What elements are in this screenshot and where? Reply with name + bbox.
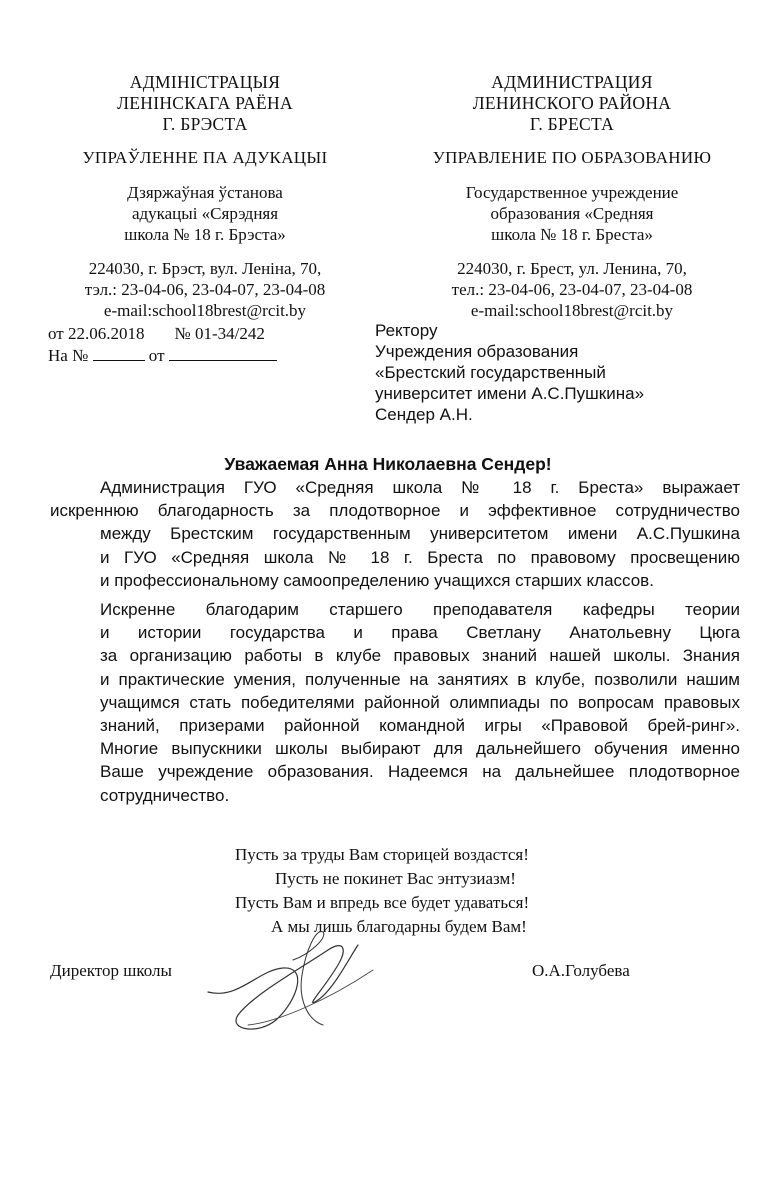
letterhead-dept: УПРАВЛЕНИЕ ПО ОБРАЗОВАНИЮ xyxy=(432,148,712,167)
body-line: Многие выпускники школы выбирают для дальнейшего обучения именно xyxy=(100,739,740,759)
letterhead-dept: УПРАЎЛЕННЕ ПА АДУКАЦЫІ xyxy=(82,148,328,167)
signer-name: О.А.Голубева xyxy=(532,961,630,980)
reference-number-blank xyxy=(93,345,145,361)
addressee-line: «Брестский государственный xyxy=(375,363,606,382)
outgoing-number: № 01-34/242 xyxy=(174,324,265,343)
letterhead-org-line: ЛЕНИНСКОГО РАЙОНА xyxy=(472,93,672,113)
body-line: знаний, призерами районной командной игры «Правовой брей-ринг». xyxy=(100,716,740,736)
letterhead-institution-line: школа № 18 г. Бреста» xyxy=(491,225,653,244)
reference-date-label: от xyxy=(148,346,165,365)
body-line: учащимся стать победителями районной олимпиады по вопросам правовых xyxy=(100,692,740,712)
body-paragraph xyxy=(50,476,740,592)
poem-line: Пусть не покинет Вас энтузиазм! xyxy=(275,869,516,888)
poem-line: Пусть Вам и впредь все будет удаваться! xyxy=(235,893,530,912)
reference-date-blank xyxy=(169,345,277,361)
handwritten-signature xyxy=(198,930,398,1040)
letterhead-org-line: Г. БРЕСТА xyxy=(529,114,615,134)
letterhead-institution-line: Дзяржаўная ўстанова xyxy=(127,183,283,202)
letterhead-russian xyxy=(402,72,742,321)
body-line: и ГУО «Средняя школа № 18 г. Бреста по правовому просвещению xyxy=(100,547,740,567)
body-line: и практические умения, полученные на занятиях в клубе, позволили нашим xyxy=(100,669,740,689)
letterhead-institution-line: адукацыі «Сярэдняя xyxy=(131,204,279,223)
poem-block xyxy=(235,843,529,939)
body-line: и профессиональному самоопределению учащихся старших классов. xyxy=(100,570,654,590)
poem-line: А мы лишь благодарны будем Вам! xyxy=(271,917,527,936)
addressee-line: Сендер А.Н. xyxy=(375,405,473,424)
letterhead-institution-line: Государственное учреждение xyxy=(465,183,679,202)
body-line: Ваше учреждение образования. Надеемся на дальнейшее плодотворное xyxy=(100,762,740,782)
addressee-line: университет имени А.С.Пушкина» xyxy=(375,384,645,403)
body-line: между Брестским государственным университетом имени А.С.Пушкина xyxy=(100,524,740,544)
letterhead-org-line: АДМІНІСТРАЦЫЯ xyxy=(129,72,281,92)
body-line: и истории государства и права Светлану Анатольевну Цюга xyxy=(100,623,740,643)
signer-role: Директор школы xyxy=(50,961,172,980)
body-line: сотрудничество. xyxy=(100,785,230,805)
letterhead-phone-line: тел.: 23-04-06, 23-04-07, 23-04-08 xyxy=(451,280,693,299)
letterhead-institution-line: школа № 18 г. Брэста» xyxy=(124,225,286,244)
letterhead-address-line: 224030, г. Брест, ул. Ленина, 70, xyxy=(457,259,687,278)
salutation: Уважаемая Анна Николаевна Сендер! xyxy=(224,454,552,474)
poem-line: Пусть за труды Вам сторицей воздастся! xyxy=(235,845,529,864)
outgoing-date: от 22.06.2018 xyxy=(48,324,145,343)
body-line: искреннюю благодарность за плодотворное и эффективное сотрудничество xyxy=(50,501,740,521)
letterhead-institution-line: образования «Средняя xyxy=(490,204,654,223)
letter-body xyxy=(50,476,740,813)
letterhead-org-line: АДМИНИСТРАЦИЯ xyxy=(491,72,653,92)
reference-number-label: На № xyxy=(48,346,89,365)
body-line: Искренне благодарим старшего преподавателя кафедры теории xyxy=(100,600,740,620)
addressee-line: Учреждения образования xyxy=(375,342,579,361)
body-line: за организацию работы в клубе правовых знаний нашей школы. Знания xyxy=(100,646,740,666)
registration-block xyxy=(48,323,277,367)
body-paragraph xyxy=(50,598,740,807)
letterhead-org-line: Г. БРЭСТА xyxy=(162,114,248,134)
body-line: Администрация ГУО «Средняя школа № 18 г. Бреста» выражает xyxy=(100,478,740,497)
letterhead-email: e-mail:school18brest@rcit.by xyxy=(103,301,307,320)
addressee-block xyxy=(375,320,644,425)
letterhead-org-line: ЛЕНІНСКАГА РАЁНА xyxy=(117,93,293,113)
letterhead-belarusian xyxy=(40,72,370,321)
addressee-line: Ректору xyxy=(375,321,438,340)
letterhead-address-line: 224030, г. Брэст, вул. Леніна, 70, xyxy=(88,259,322,278)
letterhead-email: e-mail:school18brest@rcit.by xyxy=(470,301,674,320)
letterhead-phone-line: тэл.: 23-04-06, 23-04-07, 23-04-08 xyxy=(84,280,326,299)
